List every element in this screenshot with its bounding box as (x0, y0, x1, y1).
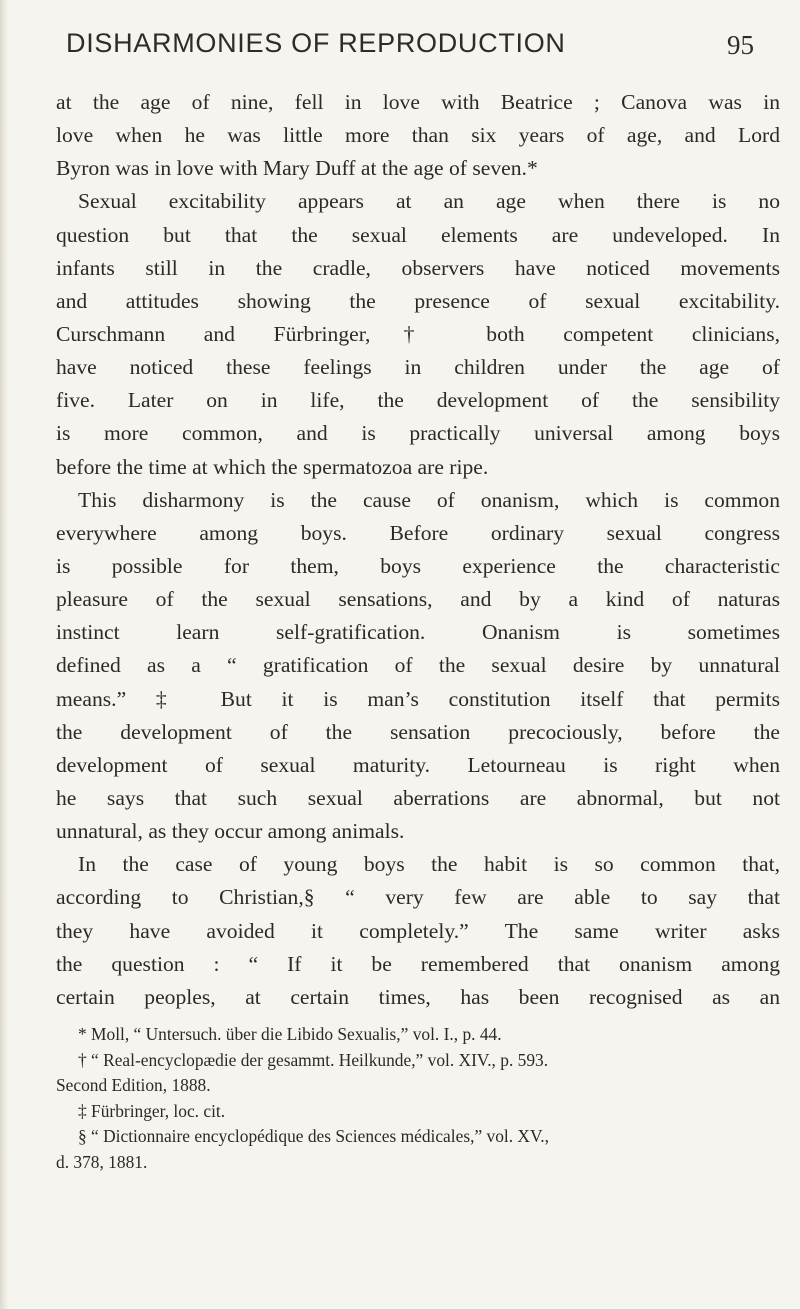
text-line: they have avoided it completely.” The same writer asks (56, 918, 780, 943)
text-line: instinct learn self-gratification. Onanism is sometimes (56, 620, 780, 645)
text-line: love when he was little more than six years of age, and Lord (56, 123, 780, 148)
text-line: infants still in the cradle, observers have noticed movements (56, 255, 780, 280)
text-line: the question : “ If it be remembered that onanism among (56, 951, 780, 976)
footnotes (56, 1022, 780, 1175)
text-line: certain peoples, at certain times, has been recognised as an (56, 984, 780, 1009)
footnote: ‡ Fürbringer, loc. cit. (78, 1100, 226, 1121)
footnote-continuation: Second Edition, 1888. (56, 1075, 211, 1095)
text-line: is possible for them, boys experience the characteristic (56, 553, 780, 578)
text-line: unnatural, as they occur among animals. (56, 819, 405, 844)
text-line: and attitudes showing the presence of sexual excitability. (56, 288, 780, 313)
text-line: he says that such sexual aberrations are abnormal, but not (56, 785, 780, 810)
footnote-continuation: d. 378, 1881. (56, 1151, 148, 1172)
text-line: the development of the sensation precociously, before the (56, 719, 780, 744)
text-line: This disharmony is the cause of onanism, which is common (78, 487, 780, 512)
page-header (66, 28, 778, 74)
footnote: † “ Real-encyclopædie der gesammt. Heilkunde,” vol. XIV., p. 593. (78, 1049, 549, 1070)
running-title: DISHARMONIES OF REPRODUCTION (66, 28, 566, 58)
footnote: § “ Dictionnaire encyclopédique des Sciences médicales,” vol. XV., (78, 1126, 549, 1146)
text-line: Byron was in love with Mary Duff at the age of seven.* (56, 156, 538, 181)
text-line: according to Christian,§ “ very few are able to say that (56, 885, 780, 910)
text-line: pleasure of the sexual sensations, and by a kind of naturas (56, 587, 780, 612)
text-line: question but that the sexual elements are undeveloped. In (56, 222, 780, 247)
page-number: 95 (727, 30, 754, 60)
text-line: development of sexual maturity. Letourneau is right when (56, 752, 780, 777)
text-line: before the time at which the spermatozoa are ripe. (56, 454, 489, 479)
text-line: five. Later on in life, the development of the sensibility (56, 388, 780, 413)
body-text (56, 86, 780, 1014)
page-edge (0, 0, 9, 1309)
footnote: * Moll, “ Untersuch. über die Libido Sexualis,” vol. I., p. 44. (78, 1024, 502, 1044)
text-line: In the case of young boys the habit is so common that, (78, 852, 780, 877)
text-line: Sexual excitability appears at an age when there is no (78, 189, 780, 214)
text-line: everywhere among boys. Before ordinary sexual congress (56, 520, 780, 545)
text-line: at the age of nine, fell in love with Beatrice ; Canova was in (56, 90, 780, 114)
text-line: defined as a “ gratification of the sexual desire by unnatural (56, 653, 780, 678)
text-line: is more common, and is practically universal among boys (56, 421, 780, 446)
text-line: Curschmann and Fürbringer,† both competent clinicians, (56, 321, 780, 346)
text-line: means.” ‡ But it is man’s constitution itself that permits (56, 686, 780, 711)
text-line: have noticed these feelings in children under the age of (56, 355, 780, 380)
